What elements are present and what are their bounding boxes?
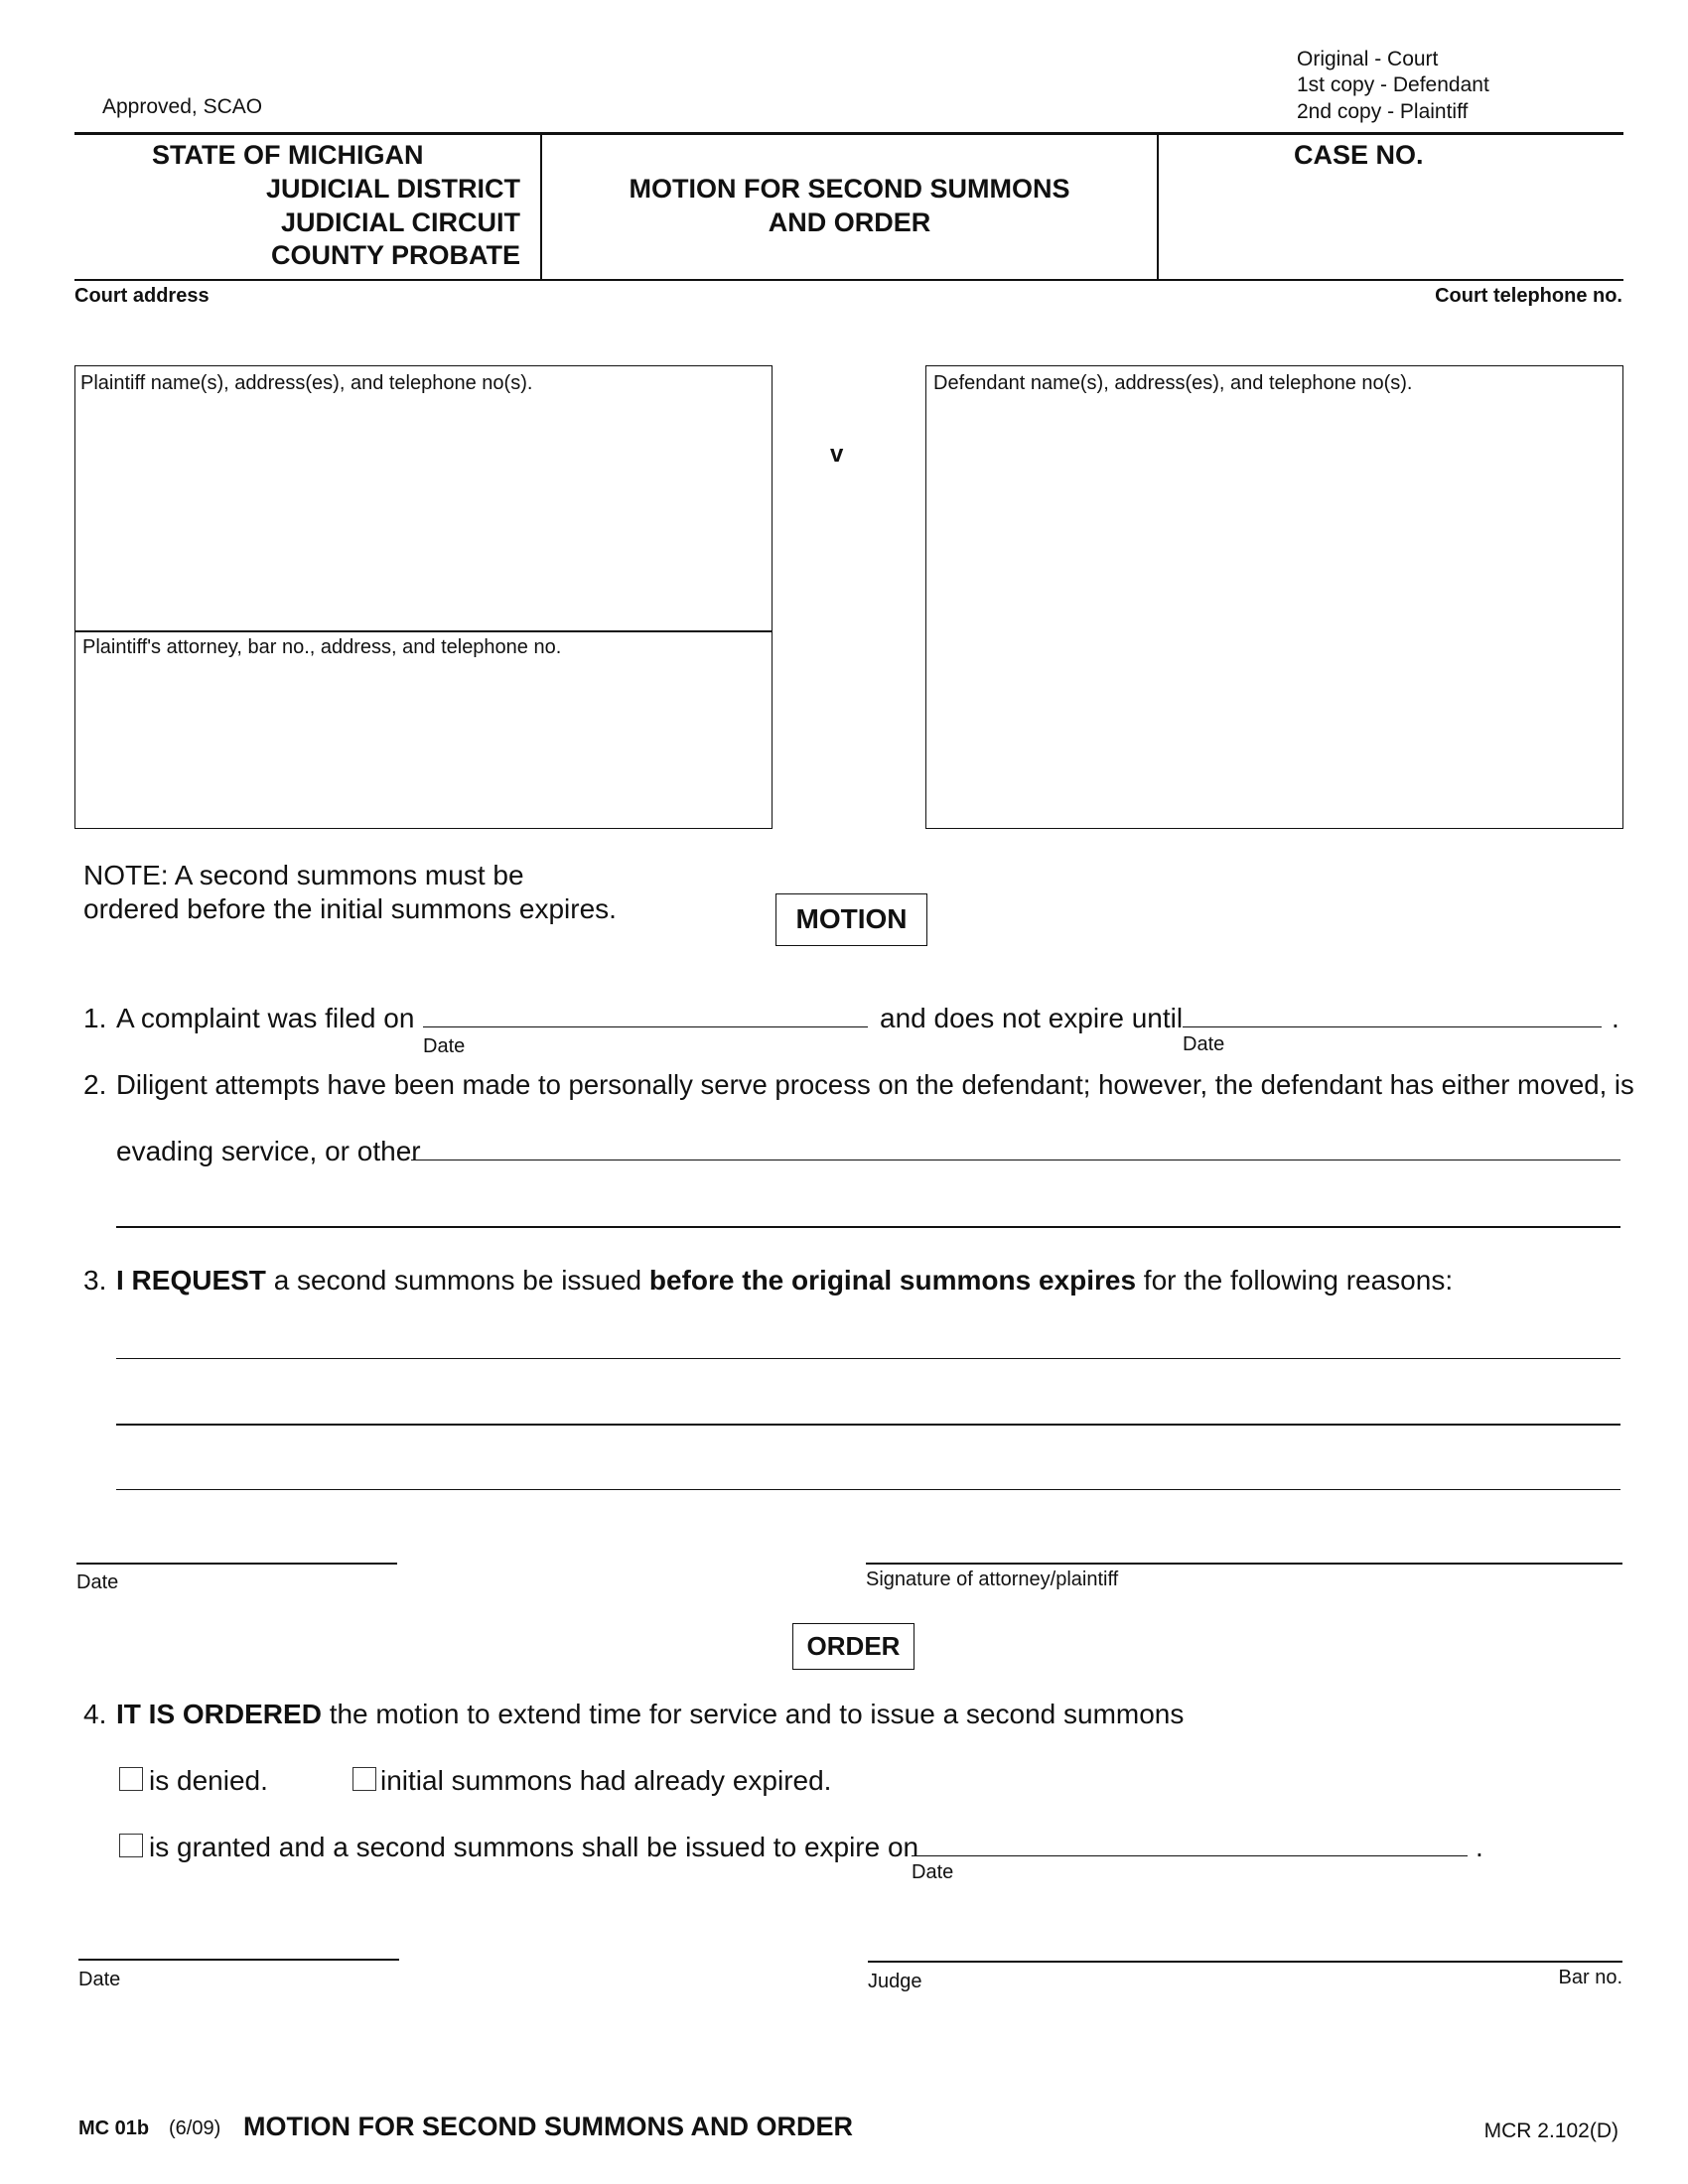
plaintiff-box-divider (74, 630, 773, 632)
item1-text-b: and does not expire until (880, 1003, 1184, 1033)
granted-date-label: Date (912, 1861, 954, 1883)
reason-line2 (116, 1424, 1620, 1426)
item2-line1: Diligent attempts have been made to personally serve process on the defendant; however, the defendant has either moved, is (116, 1069, 1634, 1100)
form-title-line1: MOTION FOR SECOND SUMMONS (629, 174, 1070, 204)
item2-line2: evading service, or other (116, 1136, 421, 1166)
motion-heading: MOTION (775, 893, 927, 946)
copy-second: 2nd copy - Plaintiff (1297, 100, 1469, 123)
signature-line (866, 1563, 1622, 1565)
court-telephone-input[interactable] (1291, 310, 1622, 345)
copy-first: 1st copy - Defendant (1297, 73, 1489, 96)
case-no-input[interactable] (1172, 184, 1609, 223)
granted-label: is granted and a second summons shall be issued to expire on (149, 1832, 919, 1862)
item2-number: 2. (83, 1069, 107, 1100)
other-reason-line2 (116, 1226, 1620, 1228)
footer-form-id: MC 01b (78, 2117, 150, 2139)
item3-text (116, 1265, 1453, 1297)
item1-period: . (1612, 1003, 1619, 1033)
granted-checkbox[interactable] (119, 1834, 143, 1857)
item1-text-a: A complaint was filed on (116, 1003, 415, 1033)
motion-date-line (76, 1563, 397, 1565)
filed-date-input[interactable] (423, 996, 868, 1027)
judge-input[interactable] (868, 1929, 1464, 1961)
item1-number: 1. (83, 1003, 107, 1033)
case-no-label: CASE NO. (1294, 140, 1424, 170)
item4-bold: IT IS ORDERED (116, 1699, 322, 1729)
order-heading: ORDER (792, 1623, 914, 1670)
other-reason-input1[interactable] (411, 1129, 1620, 1160)
item4-text (116, 1699, 1184, 1730)
item4-number: 4. (83, 1699, 107, 1729)
granted-date-input[interactable] (912, 1825, 1468, 1856)
plaintiff-input[interactable] (79, 399, 768, 625)
expire-date-input[interactable] (1183, 996, 1602, 1027)
item4-text-rest: the motion to extend time for service and to issue a second summons (321, 1699, 1185, 1729)
copy-original: Original - Court (1297, 48, 1439, 70)
order-date-label: Date (78, 1969, 121, 1990)
expired-checkbox[interactable] (352, 1767, 376, 1791)
reason-line1 (116, 1358, 1620, 1359)
motion-date-input[interactable] (76, 1531, 397, 1563)
approved-scao: Approved, SCAO (102, 95, 263, 118)
court-telephone-label: Court telephone no. (1435, 285, 1622, 307)
other-reason-input2[interactable] (116, 1193, 1620, 1225)
versus-label: v (830, 441, 844, 468)
order-date-line (78, 1959, 399, 1961)
footer-rule: MCR 2.102(D) (1483, 2119, 1618, 2142)
note-line1: NOTE: A second summons must be (83, 860, 524, 890)
expired-label: initial summons had already expired. (380, 1765, 832, 1796)
form-title-line2: AND ORDER (768, 207, 931, 237)
denied-label: is denied. (149, 1765, 268, 1796)
granted-period: . (1476, 1832, 1483, 1862)
signature-input[interactable] (866, 1531, 1622, 1563)
item3-bold-a: I REQUEST (116, 1265, 266, 1296)
item3-text-b: for the following reasons: (1136, 1265, 1454, 1296)
plaintiff-label: Plaintiff name(s), address(es), and telephone no(s). (80, 372, 533, 394)
item3-number: 3. (83, 1265, 107, 1296)
reason-input1[interactable] (116, 1326, 1620, 1358)
order-date-input[interactable] (78, 1927, 399, 1959)
filed-date-label: Date (423, 1035, 466, 1057)
attorney-input[interactable] (79, 663, 768, 824)
court-address-label: Court address (74, 285, 210, 307)
attorney-label: Plaintiff's attorney, bar no., address, and telephone no. (82, 636, 562, 658)
bar-no-input[interactable] (1479, 1929, 1622, 1961)
court-address-input[interactable] (74, 310, 869, 345)
bar-no-label: Bar no. (1558, 1967, 1622, 1988)
denied-checkbox[interactable] (119, 1767, 143, 1791)
motion-date-label: Date (76, 1571, 119, 1593)
reason-line3 (116, 1489, 1620, 1490)
court-judicial-district: JUDICIAL DISTRICT (265, 174, 520, 204)
signature-label: Signature of attorney/plaintiff (866, 1569, 1119, 1590)
defendant-input[interactable] (930, 399, 1618, 824)
reason-input3[interactable] (116, 1457, 1620, 1489)
item3-bold-b: before the original summons expires (648, 1265, 1137, 1296)
judge-line (868, 1961, 1622, 1963)
note-line2: ordered before the initial summons expires. (83, 893, 617, 924)
header-top-rule (74, 132, 1623, 135)
expire-date-label: Date (1183, 1033, 1225, 1055)
footer-title: MOTION FOR SECOND SUMMONS AND ORDER (243, 2112, 853, 2141)
judge-label: Judge (868, 1971, 922, 1992)
item3-text-a: a second summons be issued (265, 1265, 649, 1296)
header-divider-right (1157, 134, 1159, 280)
header-bottom-rule (74, 279, 1623, 281)
state-of-michigan: STATE OF MICHIGAN (152, 140, 424, 170)
reason-input2[interactable] (116, 1392, 1620, 1424)
court-county-probate: COUNTY PROBATE (270, 240, 520, 270)
court-judicial-circuit: JUDICIAL CIRCUIT (280, 207, 520, 237)
defendant-label: Defendant name(s), address(es), and telephone no(s). (933, 372, 1413, 394)
footer-revision: (6/09) (169, 2117, 221, 2139)
